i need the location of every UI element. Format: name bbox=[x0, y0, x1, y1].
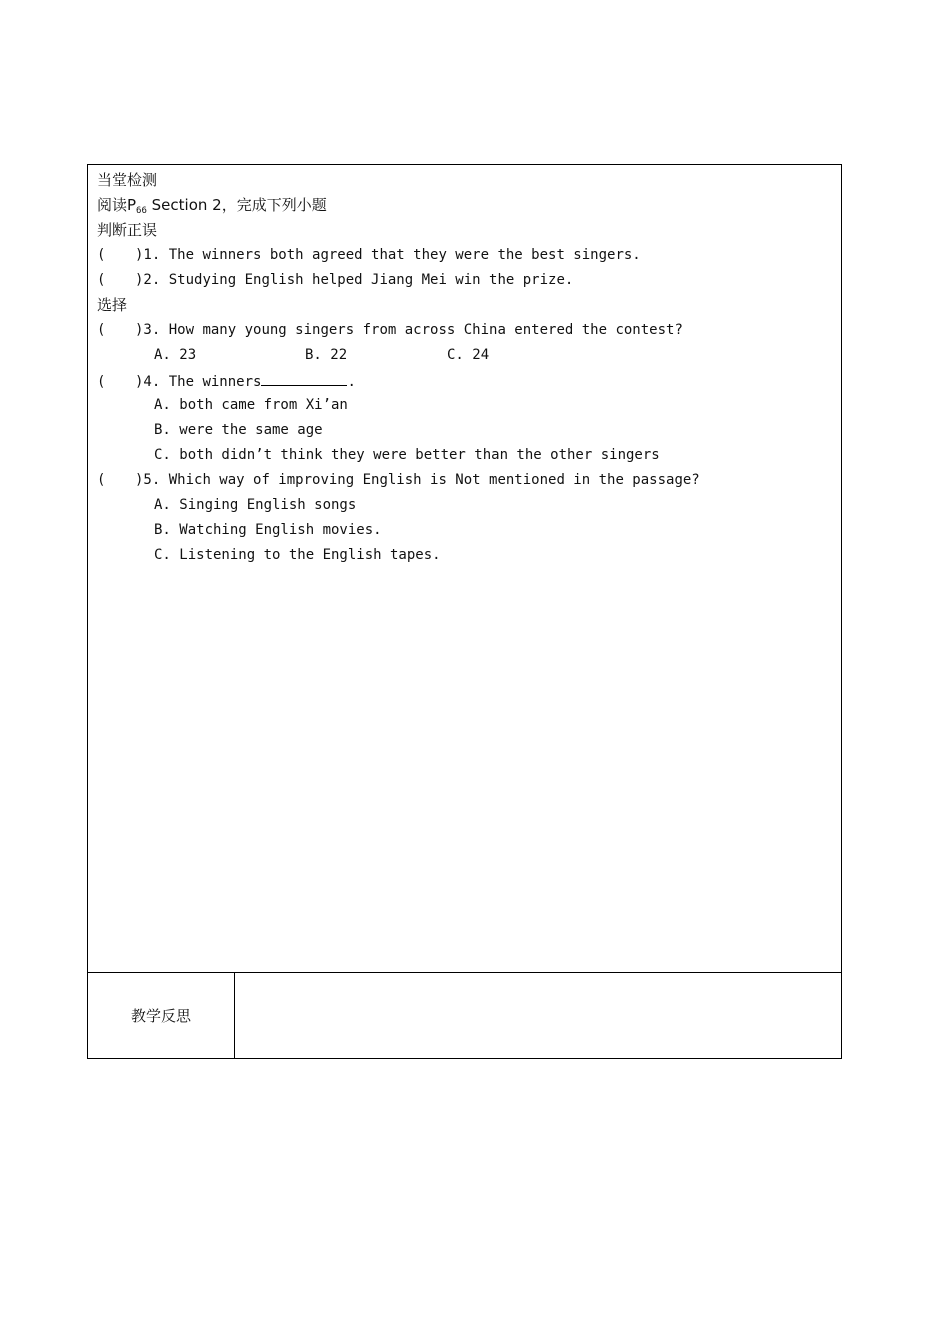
q5-option-a: A. Singing English songs bbox=[154, 497, 357, 513]
exercise-cell bbox=[88, 165, 841, 973]
multiple-choice-heading: 选择 bbox=[97, 296, 128, 314]
q3-option-c: C. 24 bbox=[447, 347, 490, 363]
q3-option-b: B. 22 bbox=[305, 347, 348, 363]
q5-option-c: C. Listening to the English tapes. bbox=[154, 547, 441, 563]
mc-question-5: ( )5. Which way of improving English is Not mentioned in the passage? bbox=[97, 472, 700, 488]
q3-option-a: A. 23 bbox=[154, 347, 197, 363]
tf-question-2: ( )2. Studying English helped Jiang Mei win the prize. bbox=[97, 272, 574, 288]
q4-option-c: C. both didn’t think they were better than the other singers bbox=[154, 447, 660, 463]
reflection-label: 教学反思 bbox=[88, 973, 235, 1058]
q4-option-a: A. both came from Xi’an bbox=[154, 397, 348, 413]
answer-blank bbox=[261, 371, 347, 386]
section-title: 当堂检测 bbox=[97, 171, 158, 189]
worksheet-table bbox=[87, 164, 842, 1059]
reflection-row bbox=[88, 973, 841, 1058]
q4-option-b: B. were the same age bbox=[154, 422, 323, 438]
mc-question-3: ( )3. How many young singers from across China entered the contest? bbox=[97, 322, 683, 338]
instruction-line: 阅读$P_{66}$ Section 2，完成下列小题 bbox=[97, 196, 327, 216]
tf-question-1: ( )1. The winners both agreed that they were the best singers. bbox=[97, 247, 641, 263]
mc-question-4: ( )4. The winners . bbox=[97, 371, 356, 391]
q5-option-b: B. Watching English movies. bbox=[154, 522, 382, 538]
true-false-heading: 判断正误 bbox=[97, 221, 158, 239]
